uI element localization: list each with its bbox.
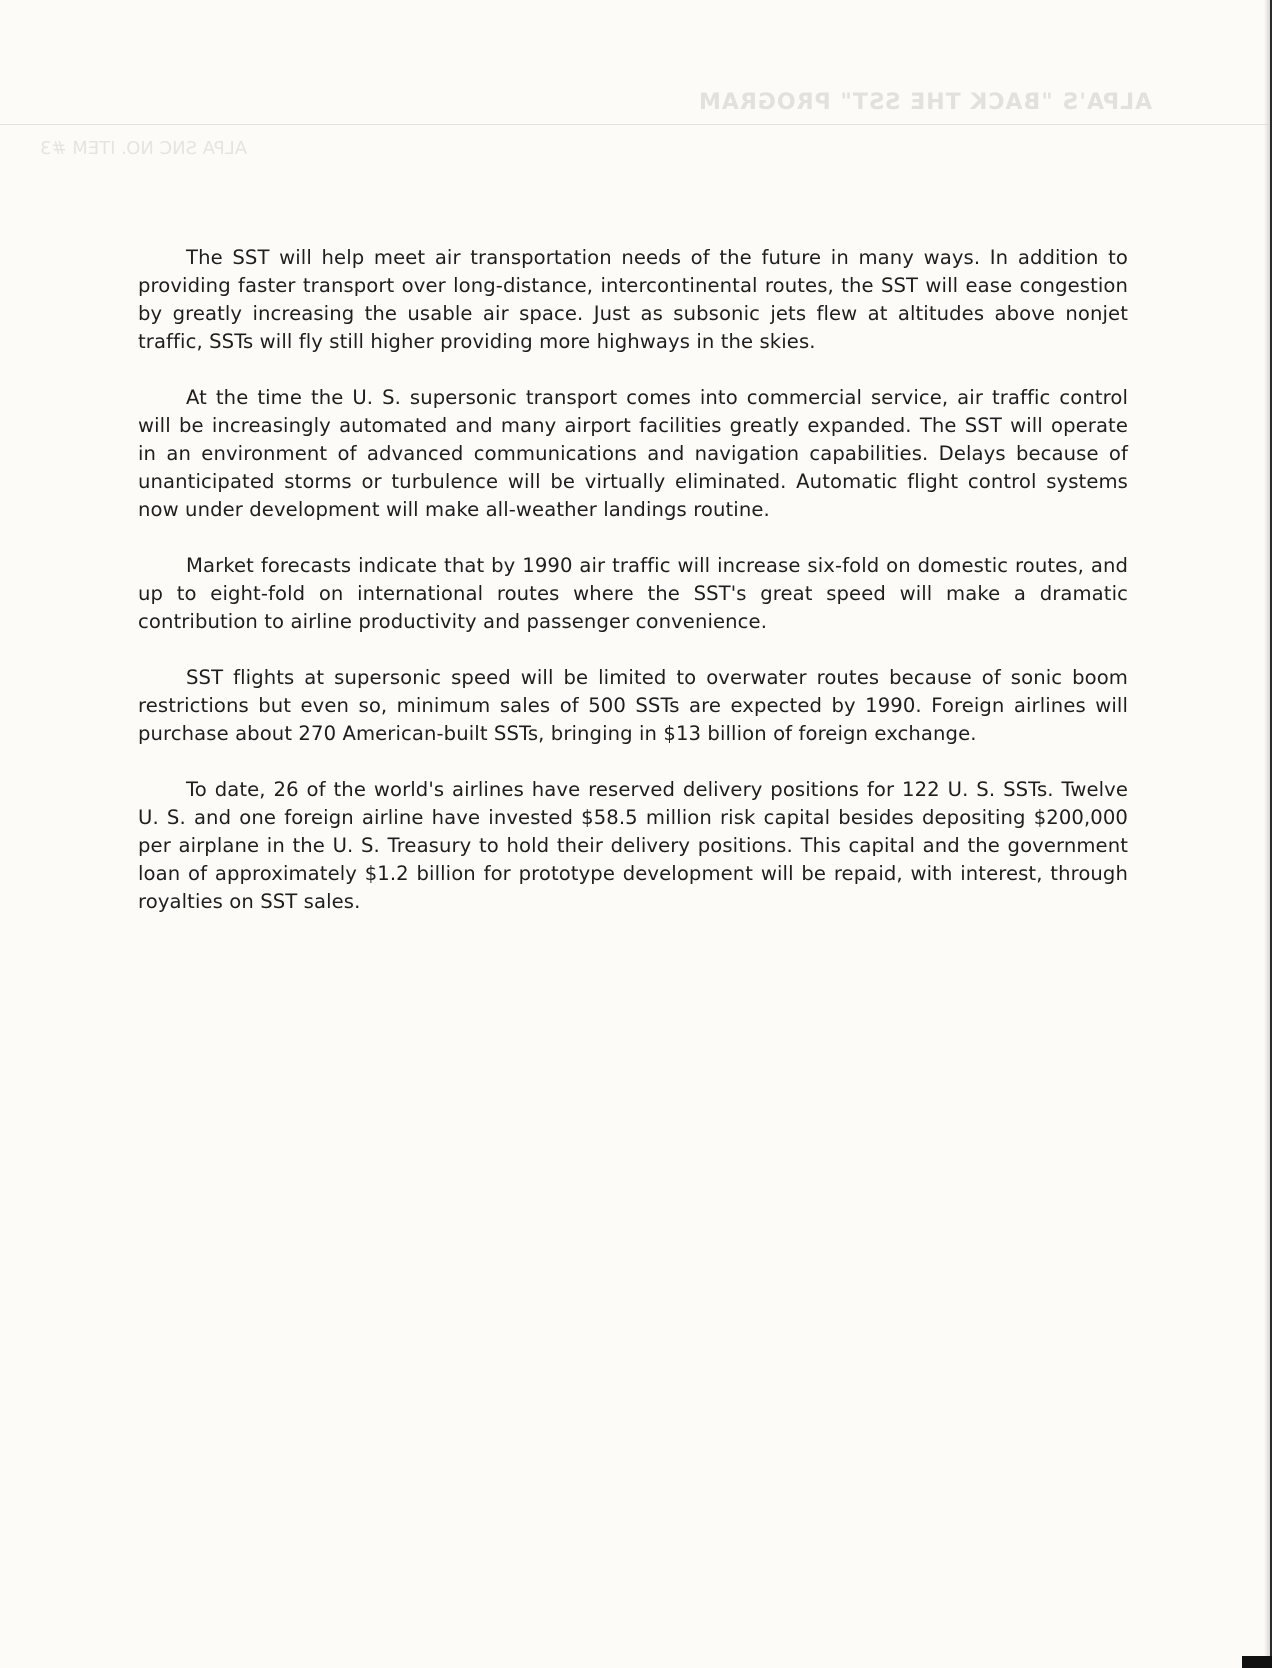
bleed-through-header: ALPA'S "BACK THE SST" PROGRAM	[697, 90, 1152, 115]
bleed-through-reference: ALPA SNC NO. ITEM #3	[40, 138, 248, 159]
paragraph-market-forecasts: Market forecasts indicate that by 1990 air traffic will increase six-fold on domestic routes, and up to eight-fold on international routes where the SST's great speed will make a dramatic contribution to airline productivity and passenger convenience.	[138, 554, 1128, 633]
header-divider	[0, 124, 1272, 125]
paragraph-air-traffic-control: At the time the U. S. supersonic transport comes into commercial service, air traffic control will be increasingly automated and many airport facilities greatly expanded. The SST will operate in an environment of advanced communications and navigation capabilities. Delays because of unanticipated storms or turbulence will be virtually eliminated. Automatic flight control systems now under development will make all-weather landings routine.	[138, 386, 1128, 521]
paragraph-overwater-routes: SST flights at supersonic speed will be limited to overwater routes because of sonic boom restrictions but even so, minimum sales of 500 SSTs are expected by 1990. Foreign airlines will purchase about 270 American-built SSTs, bringing in $13 billion of foreign exchange.	[138, 666, 1128, 745]
document-body	[138, 244, 1128, 944]
scan-corner-mark	[1242, 1656, 1272, 1668]
paragraph-air-transportation-needs: The SST will help meet air transportation needs of the future in many ways. In addition to providing faster transport over long-distance, intercontinental routes, the SST will ease congestion by greatly increasing the usable air space. Just as subsonic jets flew at altitudes above nonjet traffic, SSTs will fly still higher providing more highways in the skies.	[138, 246, 1128, 353]
paragraph-delivery-positions: To date, 26 of the world's airlines have reserved delivery positions for 122 U. S. SSTs. Twelve U. S. and one foreign airline have invested $58.5 million risk capital besides depositing $200,000 per airplane in the U. S. Treasury to hold their delivery positions. This capital and the government loan of approximately $1.2 billion for prototype development will be repaid, with interest, through royalties on SST sales.	[138, 778, 1128, 913]
